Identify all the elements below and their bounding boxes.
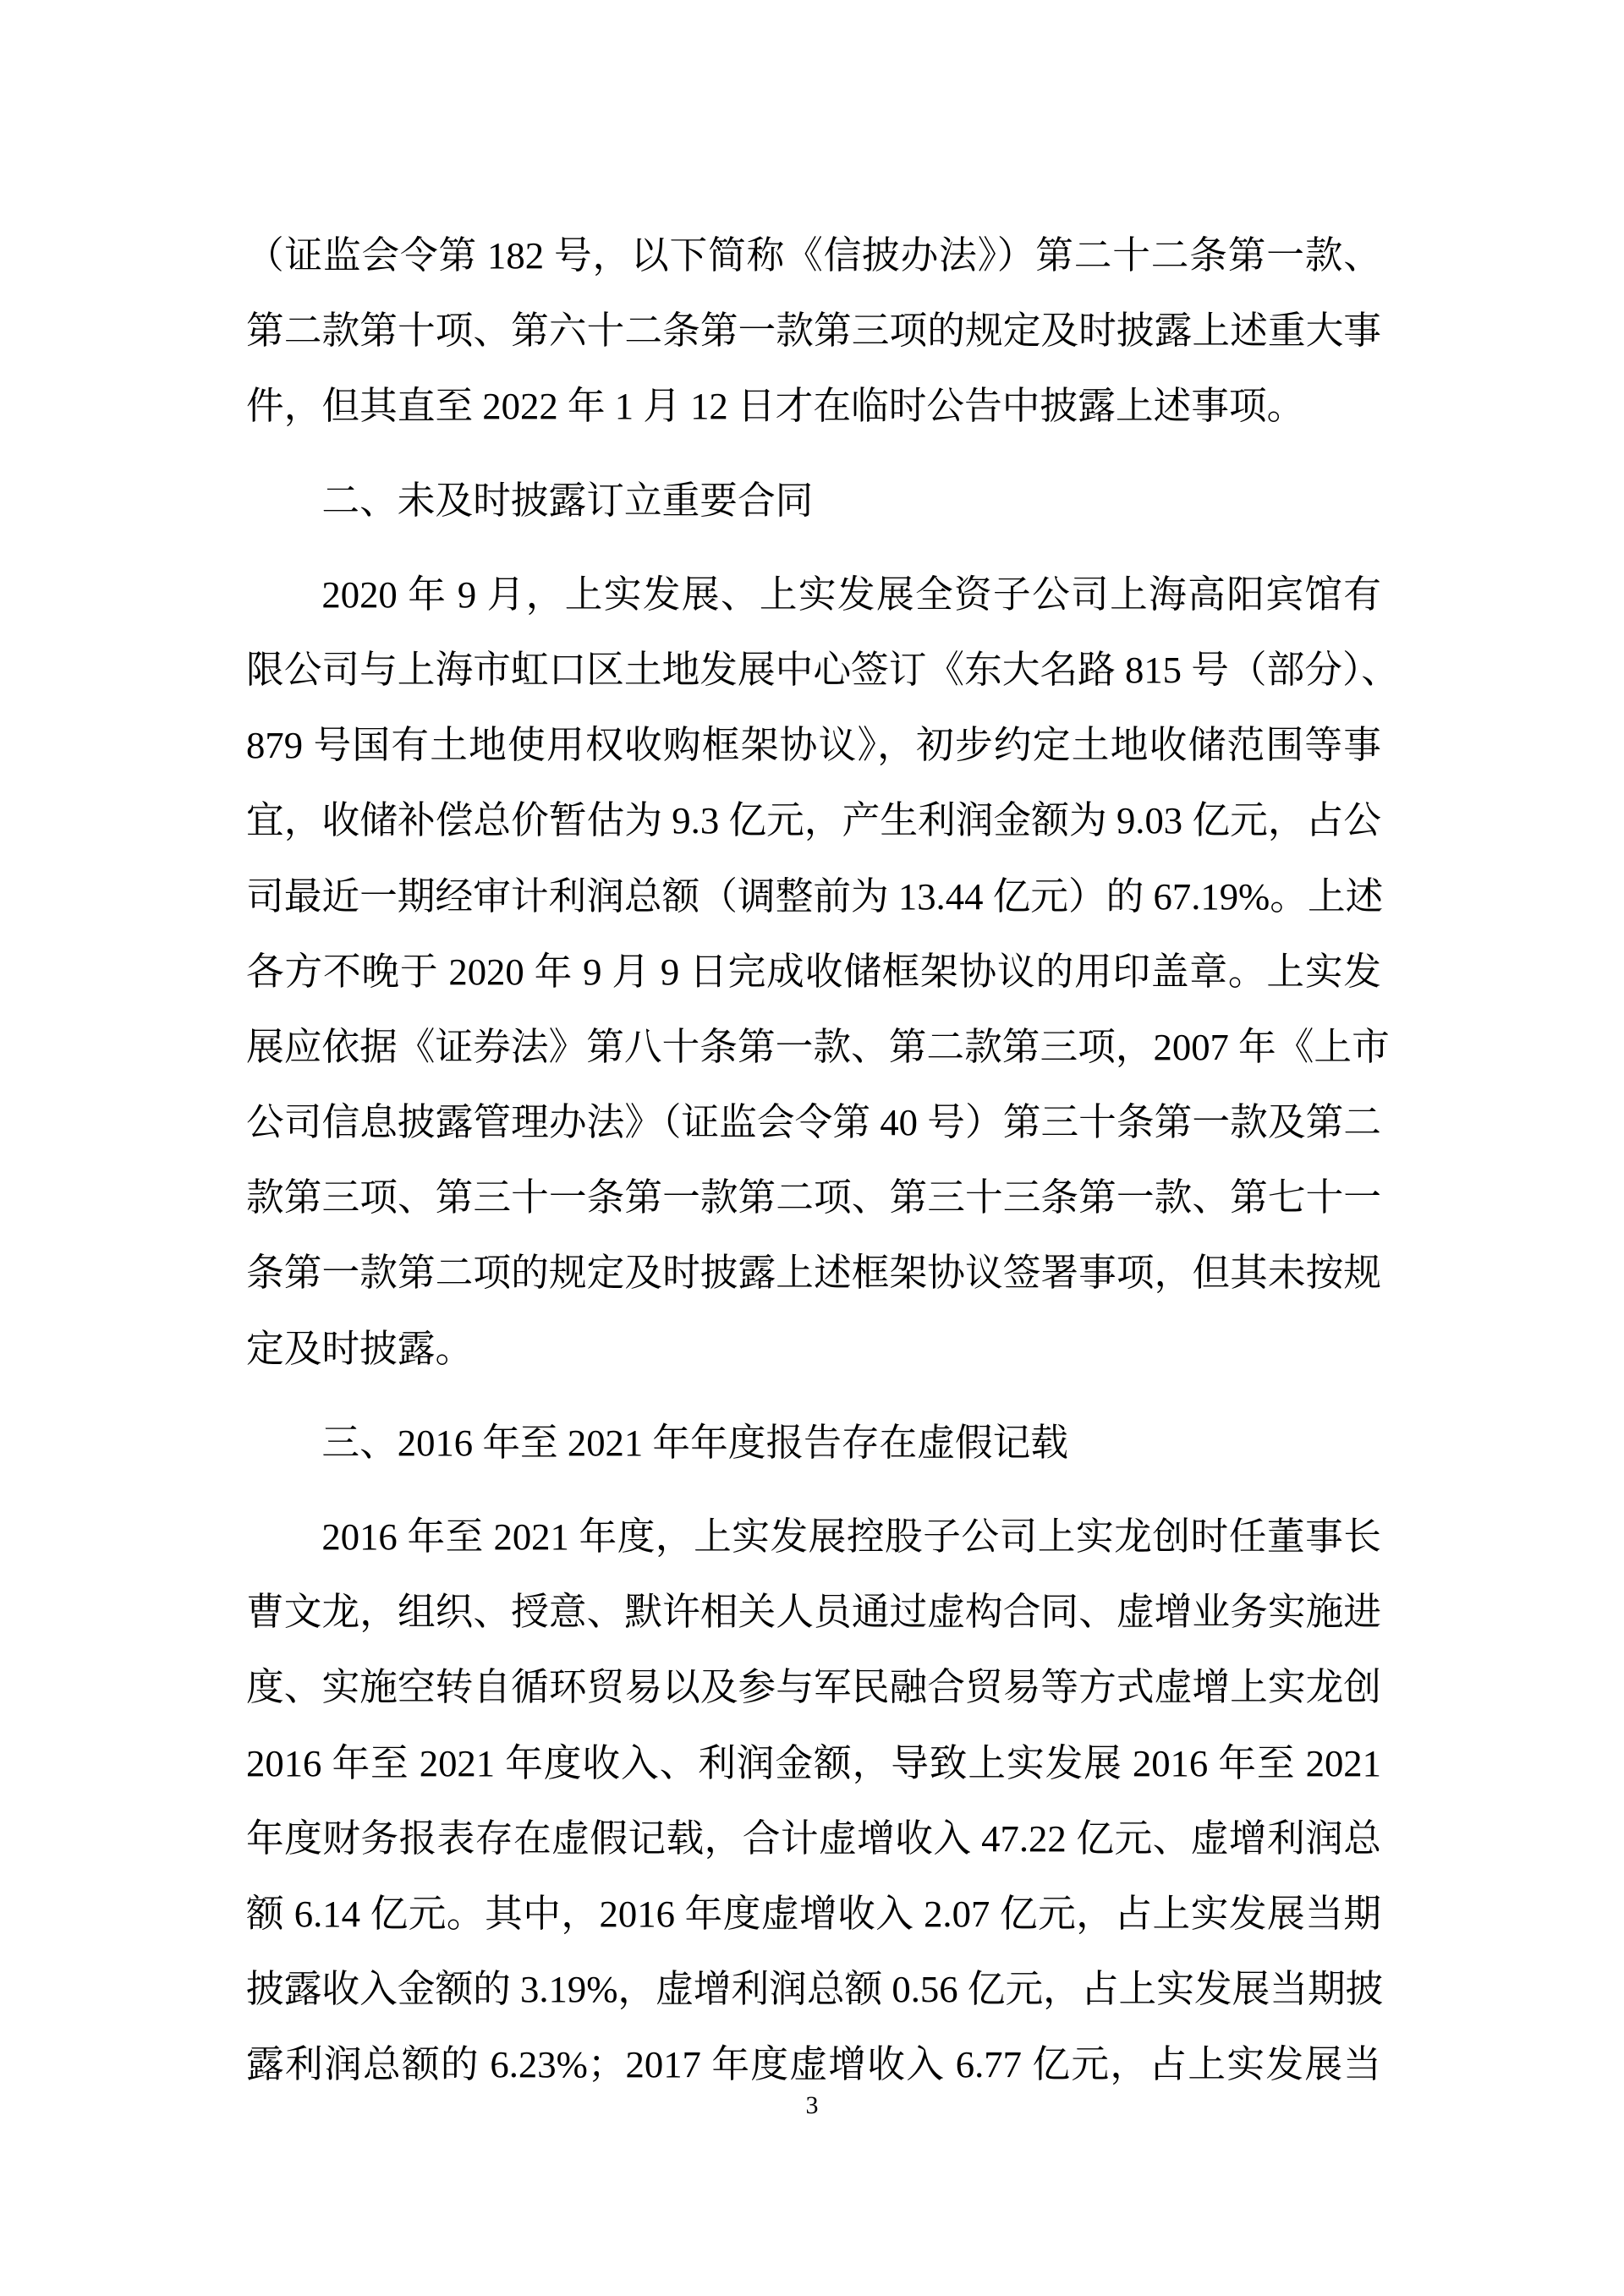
text-line: 公司信息披露管理办法》（证监会令第 40 号）第三十条第一款及第二 [246, 1101, 1381, 1144]
text-line: 披露收入金额的 3.19%，虚增利润总额 0.56 亿元，占上实发展当期披 [246, 1968, 1384, 2011]
text-line: 2020 年 9 月，上实发展、上实发展全资子公司上海高阳宾馆有 [321, 573, 1381, 616]
page-number: 3 [805, 2091, 819, 2119]
section-heading-3 [246, 1406, 1381, 1481]
text-line: 露利润总额的 6.23%；2017 年度虚增收入 6.77 亿元，占上实发展当 [246, 2043, 1381, 2086]
text-line: 各方不晚于 2020 年 9 月 9 日完成收储框架协议的用印盖章。上实发 [246, 950, 1381, 993]
heading-text: 二、未及时披露订立重要合同 [321, 479, 814, 522]
paragraph-gap [246, 445, 1381, 463]
paragraph-gap [246, 1481, 1381, 1499]
text-line: 条第一款第二项的规定及时披露上述框架协议签署事项，但其未按规 [246, 1252, 1381, 1295]
section-heading-2 [246, 463, 1381, 539]
text-line: 879 号国有土地使用权收购框架协议》，初步约定土地收储范围等事 [246, 724, 1381, 767]
paragraph-false-records [246, 1499, 1384, 2103]
text-line: 度、实施空转自循环贸易以及参与军民融合贸易等方式虚增上实龙创 [246, 1666, 1381, 1709]
paragraph-contract [246, 557, 1399, 1387]
text-line: 司最近一期经审计利润总额（调整前为 13.44 亿元）的 67.19%。上述 [246, 874, 1384, 918]
heading-text: 三、2016 年至 2021 年年度报告存在虚假记载 [321, 1421, 1068, 1464]
text-line: 2016 年至 2021 年度，上实发展控股子公司上实龙创时任董事长 [321, 1515, 1381, 1558]
text-line: 年度财务报表存在虚假记载，合计虚增收入 47.22 亿元、虚增利润总 [246, 1817, 1381, 1860]
text-line: 款第三项、第三十一条第一款第二项、第三十三条第一款、第七十一 [246, 1176, 1381, 1219]
text-line: 2016 年至 2021 年度收入、利润金额，导致上实发展 2016 年至 2021 [246, 1741, 1381, 1784]
paragraph-gap [246, 1387, 1381, 1406]
text-line: 额 6.14 亿元。其中，2016 年度虚增收入 2.07 亿元，占上实发展当期 [246, 1892, 1381, 1935]
text-line: 展应依据《证券法》第八十条第一款、第二款第三项，2007 年《上市 [246, 1025, 1390, 1068]
text-line: 定及时披露。 [246, 1327, 474, 1370]
text-line: （证监会令第 182 号，以下简称《信披办法》）第二十二条第一款、 [246, 234, 1381, 277]
paragraph-gap [246, 539, 1381, 557]
text-line: 件，但其直至 2022 年 1 月 12 日才在临时公告中披露上述事项。 [246, 385, 1305, 428]
paragraph-continued [246, 218, 1381, 445]
text-line: 限公司与上海市虹口区土地发展中心签订《东大名路 815 号（部分）、 [246, 648, 1399, 691]
text-line: 曹文龙，组织、授意、默许相关人员通过虚构合同、虚增业务实施进 [246, 1591, 1381, 1634]
text-line: 宜，收储补偿总价暂估为 9.3 亿元，产生利润金额为 9.03 亿元，占公 [246, 799, 1381, 842]
page-body [246, 218, 1399, 2103]
text-line: 第二款第十项、第六十二条第一款第三项的规定及时披露上述重大事 [246, 310, 1381, 353]
